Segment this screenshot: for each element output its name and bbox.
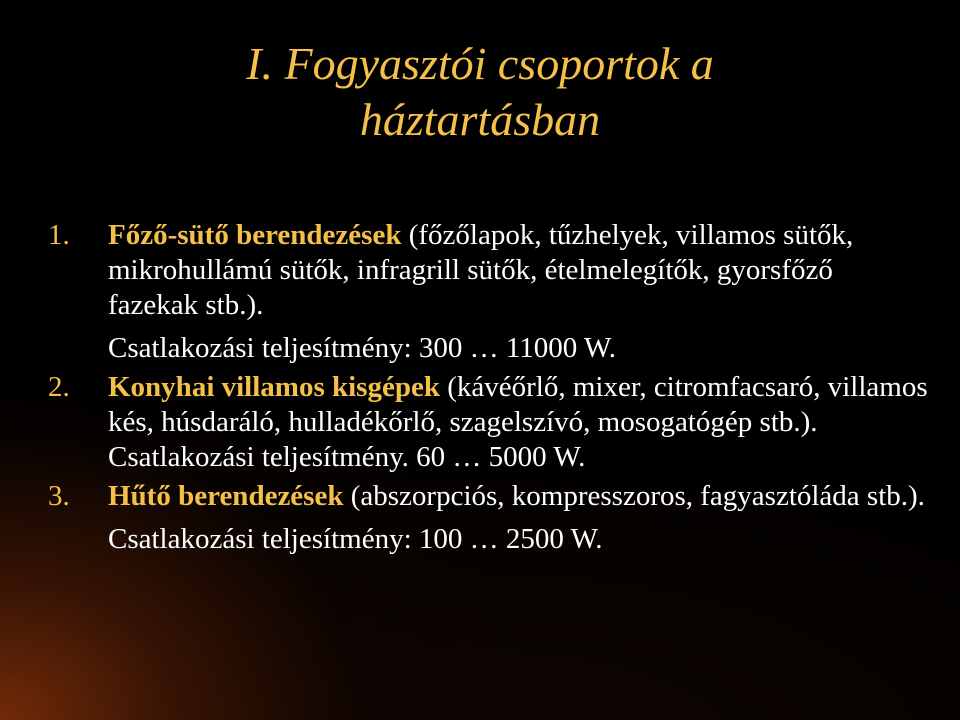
list-item-cooking-appliances <box>48 218 928 366</box>
list-item-number: 3. <box>48 480 70 512</box>
slide-title <box>0 36 960 148</box>
slide-title-line-1: I. Fogyasztói csoportok a <box>246 38 714 89</box>
list-item-power-rating: Csatlakozási teljesítmény: 300 … 11000 W. <box>108 332 616 364</box>
list-item-description: (kávéőrlő, mixer, citromfacsaró, villamos kés, húsdaráló, hulladékőrlő, szagelszívó, mosogatógép stb.). Csatlakozási teljesítmény. 60 … 5000 W. <box>108 371 928 473</box>
list-item-kitchen-appliances <box>48 370 928 475</box>
list-item-description: (főzőlapok, tűzhelyek, villamos sütők, mikrohullámú sütők, infragrill sütők, ételmelegítők, gyorsfőző fazekak stb.). <box>108 219 854 321</box>
list-item-number: 2. <box>48 371 70 403</box>
list-item-heading: Konyhai villamos kisgépek <box>108 371 440 403</box>
list-item-heading: Hűtő berendezések <box>108 480 344 512</box>
list-item-description: (abszorpciós, kompresszoros, fagyasztóláda stb.). <box>343 480 925 512</box>
list-item-refrigeration <box>48 479 928 557</box>
list-item-heading: Főző-sütő berendezések <box>108 219 402 251</box>
consumer-group-list <box>48 218 928 557</box>
slide-title-line-2: háztartásban <box>359 94 601 145</box>
list-item-number: 1. <box>48 219 70 251</box>
list-item-power-rating: Csatlakozási teljesítmény: 100 … 2500 W. <box>108 523 603 555</box>
